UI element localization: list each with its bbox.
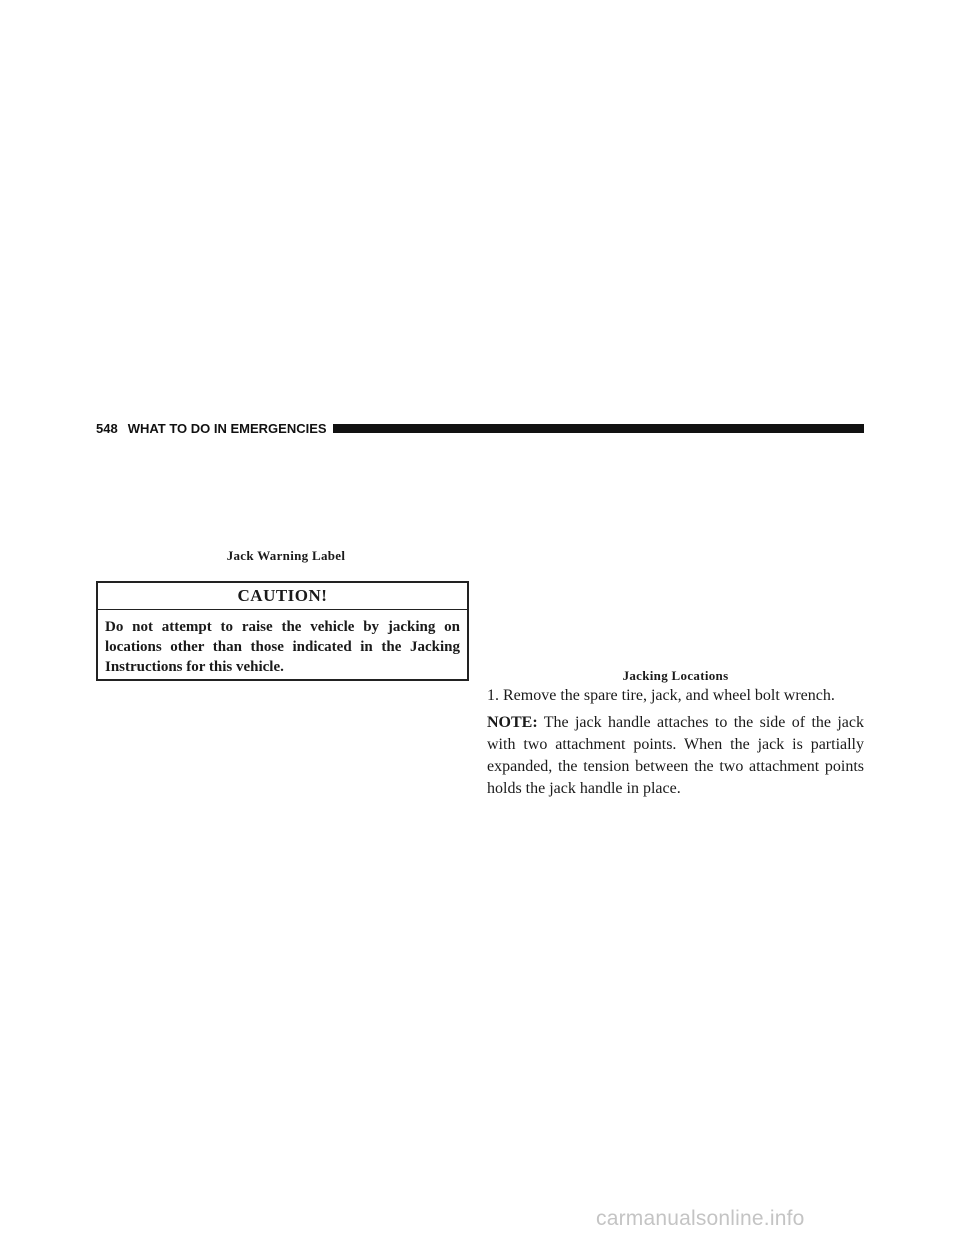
jacking-locations-caption: Jacking Locations bbox=[622, 668, 729, 683]
header-rule bbox=[333, 424, 864, 433]
note-text: The jack handle attaches to the side of the jack with two attachment points. When the jack is partially expanded, the tension between the two attachment points holds the jack handle in place. bbox=[487, 714, 864, 797]
watermark: carmanualsonline.info bbox=[596, 1207, 805, 1230]
caution-box bbox=[96, 581, 469, 681]
section-title: WHAT TO DO IN EMERGENCIES bbox=[127, 420, 327, 436]
jack-warning-label-caption: Jack Warning Label bbox=[226, 548, 346, 563]
note-label: NOTE: bbox=[487, 714, 538, 731]
page-number: 548 bbox=[96, 420, 118, 436]
caution-body: Do not attempt to raise the vehicle by jacking on locations other than those indicated in the Jacking Instructions for this vehicle. bbox=[105, 619, 460, 675]
note-paragraph bbox=[487, 712, 864, 800]
step-1: 1. Remove the spare tire, jack, and wheel bolt wrench. bbox=[487, 687, 835, 704]
caution-title: CAUTION! bbox=[98, 583, 467, 610]
page-header bbox=[96, 418, 864, 438]
